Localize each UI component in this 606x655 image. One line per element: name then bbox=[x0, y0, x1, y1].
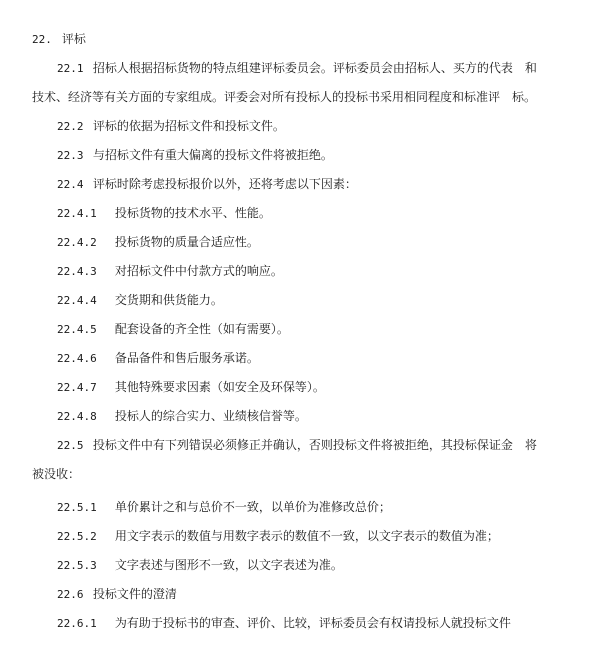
sub-clause-number: 22.5.2 bbox=[57, 530, 97, 543]
sub-clause bbox=[57, 499, 391, 516]
sub-clause-text: 投标人的综合实力、业绩核信誉等。 bbox=[114, 409, 307, 423]
clause-number: 22.3 bbox=[57, 149, 84, 162]
sub-clause-text: 其他特殊要求因素（如安全及环保等）。 bbox=[114, 380, 325, 394]
sub-clause bbox=[57, 292, 223, 309]
sub-clause-text: 单价累计之和与总价不一致，以单价为准修改总价； bbox=[114, 500, 391, 514]
clause-text: 投标文件中有下列错误必须修正并确认，否则投标文件将被拒绝，其投标保证金 将 bbox=[92, 438, 537, 452]
clause bbox=[57, 147, 333, 164]
clause-number: 22.4 bbox=[57, 178, 84, 191]
clause-number: 22.5 bbox=[57, 439, 84, 452]
sub-clause bbox=[57, 528, 499, 545]
sub-clause-number: 22.4.6 bbox=[57, 352, 97, 365]
sub-clause-text: 为有助于投标书的审查、评价、比较，评标委员会有权请投标人就投标文件 bbox=[114, 616, 511, 630]
clause-number: 22.2 bbox=[57, 120, 84, 133]
clause-text: 与招标文件有重大偏离的投标文件将被拒绝。 bbox=[92, 148, 333, 162]
sub-clause-number: 22.4.1 bbox=[57, 207, 97, 220]
sub-clause bbox=[57, 408, 307, 425]
sub-clause-number: 22.4.4 bbox=[57, 294, 97, 307]
clause-text: 投标文件的澄清 bbox=[92, 587, 177, 601]
sub-clause-number: 22.4.2 bbox=[57, 236, 97, 249]
clause bbox=[57, 118, 285, 135]
clause-text: 招标人根据招标货物的特点组建评标委员会。评标委员会由招标人、买方的代表 和 bbox=[92, 61, 537, 75]
clause-number: 22.1 bbox=[57, 62, 84, 75]
sub-clause bbox=[57, 615, 511, 632]
clause-text: 评标时除考虑投标报价以外，还将考虑以下因素： bbox=[92, 177, 357, 191]
section-heading bbox=[32, 31, 86, 48]
sub-clause bbox=[57, 321, 289, 338]
clause-text: 评标的依据为招标文件和投标文件。 bbox=[92, 119, 285, 133]
sub-clause bbox=[57, 263, 283, 280]
sub-clause-number: 22.4.8 bbox=[57, 410, 97, 423]
clause-text: 被没收： bbox=[32, 467, 81, 481]
section-title: 评标 bbox=[61, 32, 86, 46]
clause bbox=[57, 437, 537, 454]
sub-clause-text: 文字表述与图形不一致，以文字表述为准。 bbox=[114, 558, 343, 572]
sub-clause-text: 交货期和供货能力。 bbox=[114, 293, 223, 307]
section-number: 22. bbox=[32, 33, 52, 46]
clause-number: 22.6 bbox=[57, 588, 84, 601]
sub-clause bbox=[57, 234, 259, 251]
sub-clause-number: 22.5.1 bbox=[57, 501, 97, 514]
sub-clause-number: 22.6.1 bbox=[57, 617, 97, 630]
clause bbox=[57, 60, 537, 77]
sub-clause-number: 22.4.7 bbox=[57, 381, 97, 394]
sub-clause-text: 配套设备的齐全性（如有需要）。 bbox=[114, 322, 289, 336]
sub-clause bbox=[57, 205, 271, 222]
sub-clause-number: 22.5.3 bbox=[57, 559, 97, 572]
sub-clause-number: 22.4.5 bbox=[57, 323, 97, 336]
sub-clause bbox=[57, 350, 259, 367]
sub-clause-text: 投标货物的质量合适应性。 bbox=[114, 235, 259, 249]
sub-clause bbox=[57, 379, 325, 396]
clause-text: 技术、经济等有关方面的专家组成。评委会对所有投标人的投标书采用相同程度和标准评 标。 bbox=[32, 90, 537, 104]
clause bbox=[57, 586, 177, 603]
sub-clause-text: 用文字表示的数值与用数字表示的数值不一致，以文字表示的数值为准； bbox=[114, 529, 499, 543]
sub-clause-text: 投标货物的技术水平、性能。 bbox=[114, 206, 271, 220]
sub-clause bbox=[57, 557, 343, 574]
clause bbox=[57, 176, 357, 193]
clause-continuation bbox=[32, 89, 536, 105]
clause-continuation bbox=[32, 466, 80, 482]
sub-clause-text: 备品备件和售后服务承诺。 bbox=[114, 351, 259, 365]
sub-clause-text: 对招标文件中付款方式的响应。 bbox=[114, 264, 283, 278]
sub-clause-number: 22.4.3 bbox=[57, 265, 97, 278]
